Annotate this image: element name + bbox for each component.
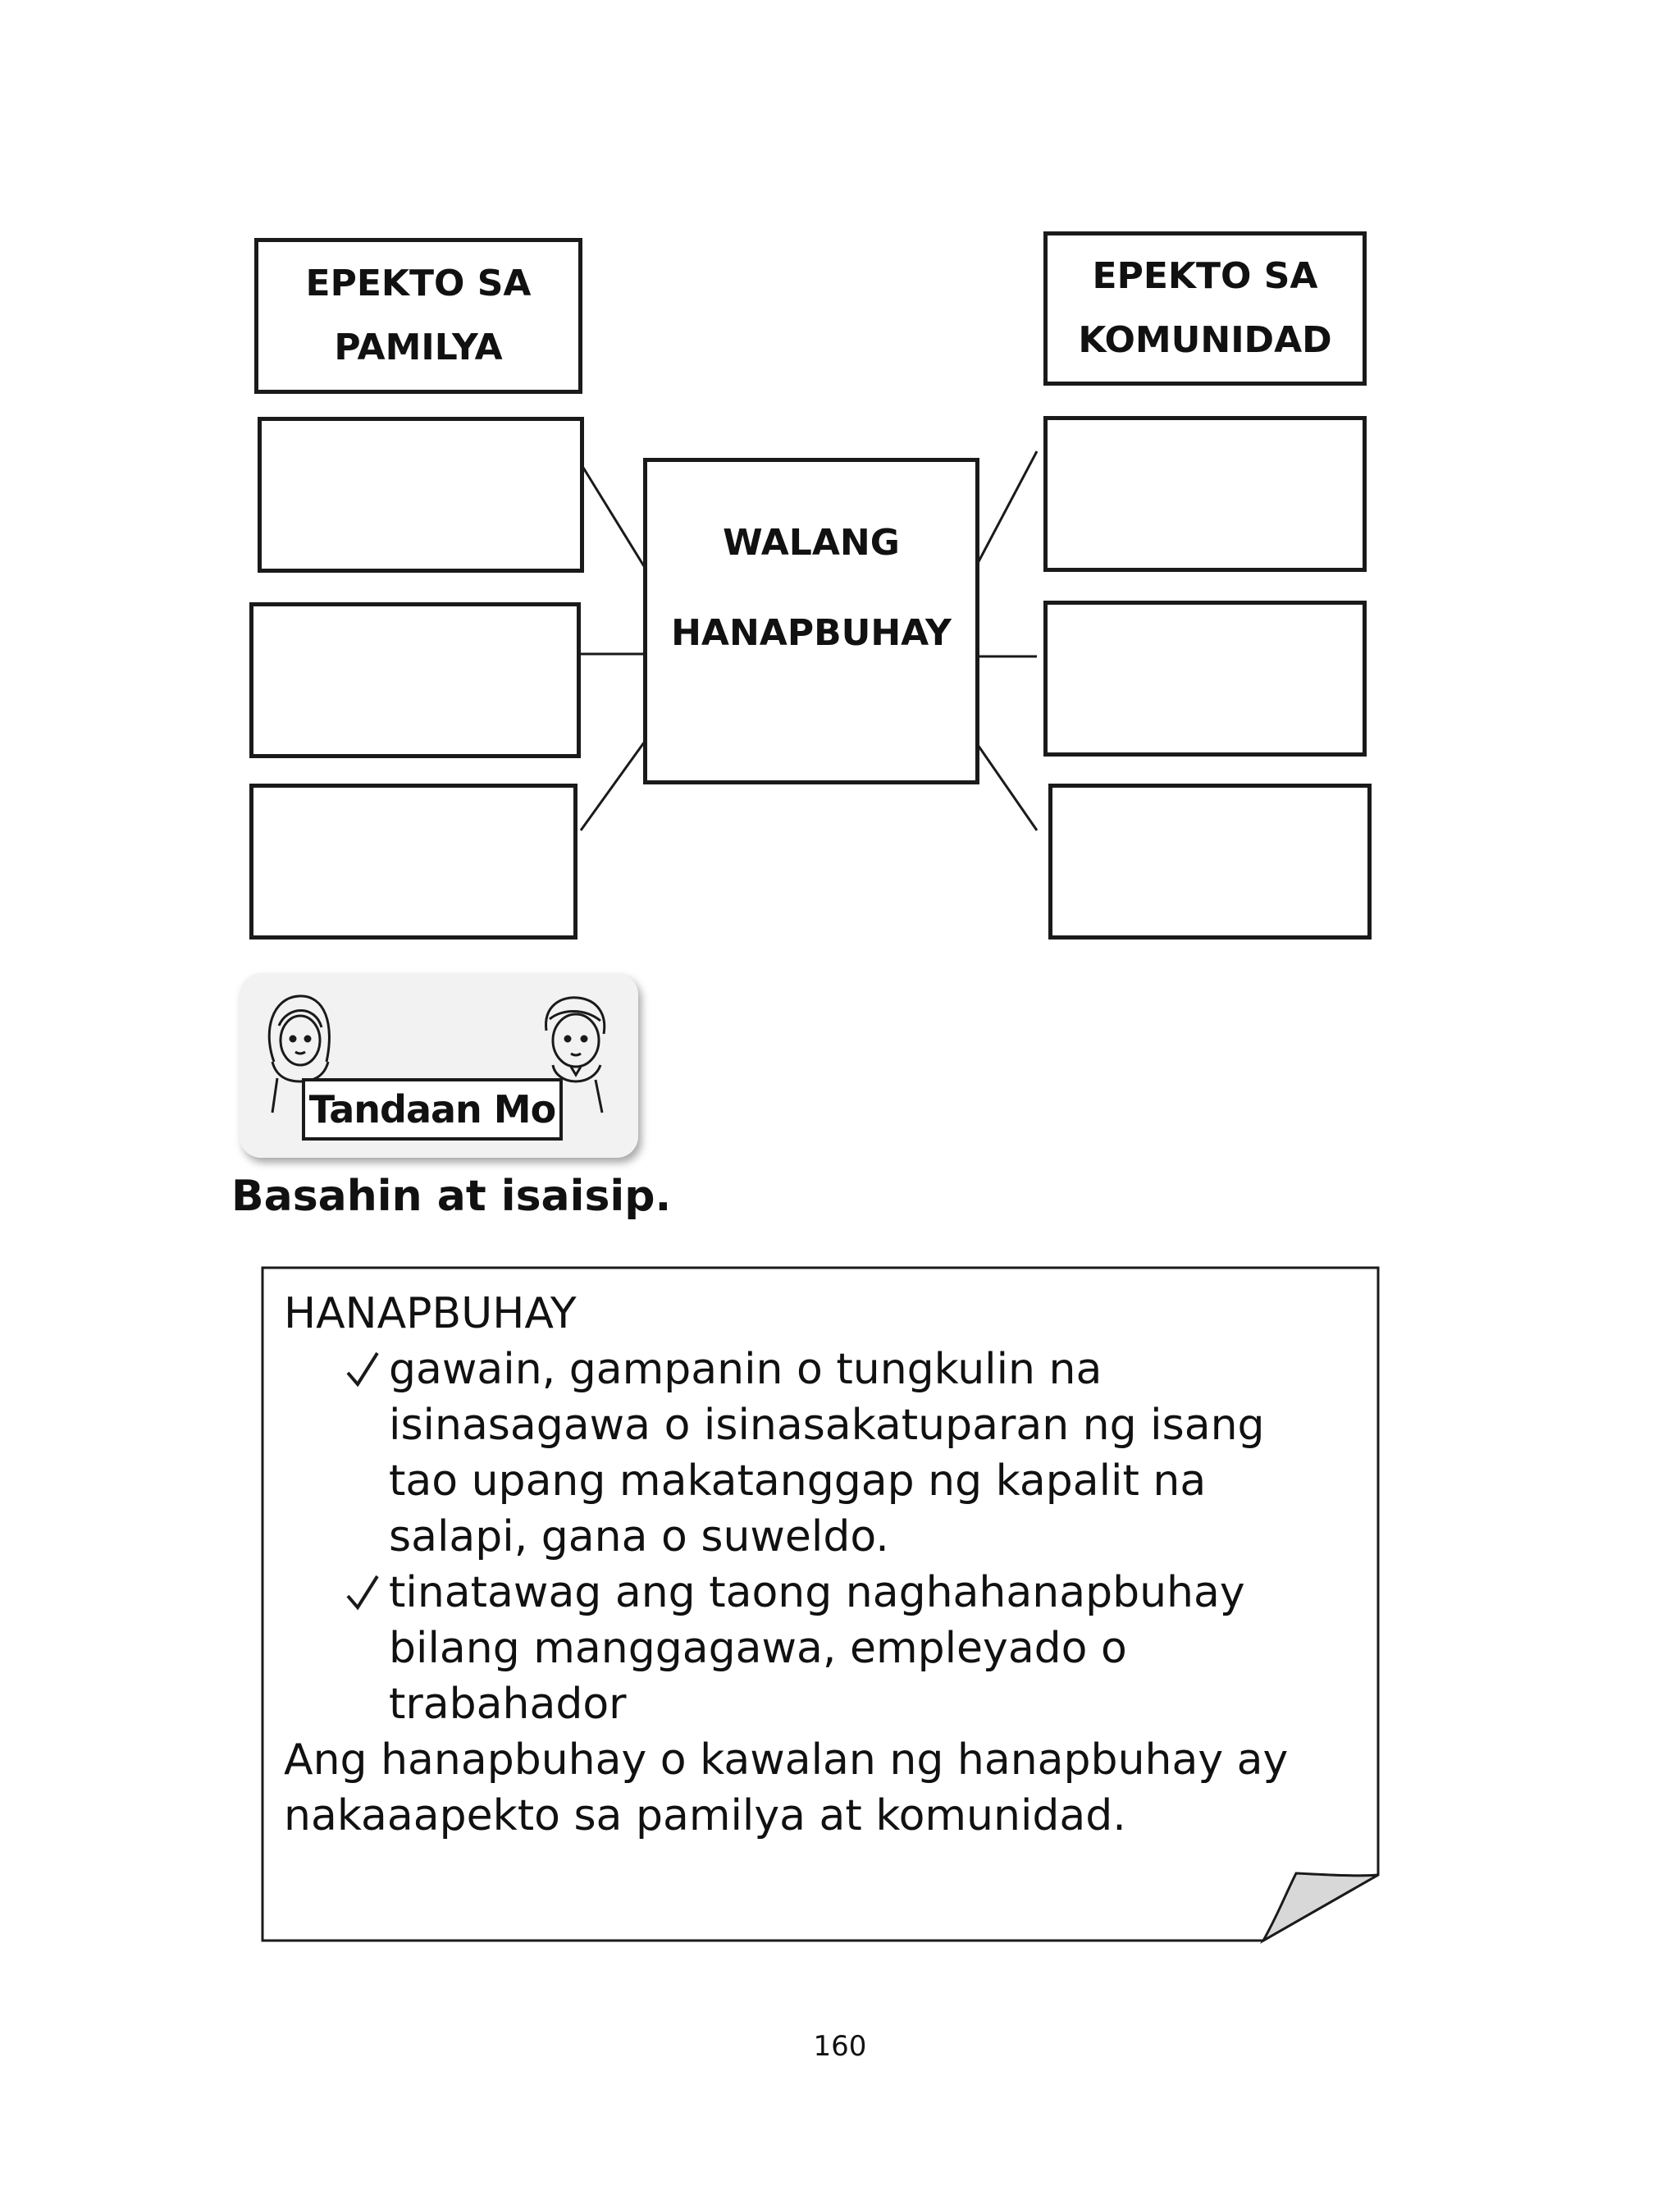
connector-left-bottom xyxy=(581,743,644,830)
left-answer-box-1[interactable] xyxy=(258,417,584,573)
note-bullet xyxy=(341,1342,1342,1565)
note-box xyxy=(261,1266,1380,1944)
right-answer-box-3[interactable] xyxy=(1048,784,1372,940)
note-closing-text: Ang hanapbuhay o kawalan ng hanapbuhay ay nakaaapekto sa pamilya at komunidad. xyxy=(284,1735,1289,1840)
tandaan-mo-badge xyxy=(240,973,638,1158)
checkmark-icon xyxy=(341,1565,382,1621)
connector-right-bottom xyxy=(976,743,1037,830)
note-bullet-text: tinatawag ang taong naghahanapbuhay bilang manggagawa, empleyado o trabahador xyxy=(389,1568,1245,1729)
left-header-line2: PAMILYA xyxy=(334,327,503,368)
left-answer-box-3[interactable] xyxy=(249,784,578,940)
badge-label: Tandaan Mo xyxy=(302,1078,563,1141)
note-bullet xyxy=(341,1565,1342,1732)
right-answer-box-2[interactable] xyxy=(1043,601,1367,757)
checkmark-icon xyxy=(341,1342,382,1397)
instruction-text: Basahin at isaisip. xyxy=(231,1172,672,1221)
center-label-line1: WALANG xyxy=(723,522,900,564)
left-answer-box-2[interactable] xyxy=(249,602,581,758)
note-bullet-list xyxy=(284,1342,1342,1732)
center-label-line2: HANAPBUHAY xyxy=(671,612,952,654)
connector-left-top xyxy=(581,464,644,566)
note-bullet-text: gawain, gampanin o tungkulin na isinasagawa o isinasakatuparan ng isang tao upang makatanggap ng kapalit na salapi, gana o suweldo. xyxy=(389,1345,1265,1561)
note-title: HANAPBUHAY xyxy=(284,1289,577,1338)
connector-right-top xyxy=(976,451,1037,566)
right-header-box xyxy=(1043,231,1367,386)
right-answer-box-1[interactable] xyxy=(1043,416,1367,572)
page-number: 160 xyxy=(813,2030,867,2063)
right-header-line1: EPEKTO SA xyxy=(1092,255,1318,297)
left-header-line1: EPEKTO SA xyxy=(305,263,532,304)
right-header-line2: KOMUNIDAD xyxy=(1078,319,1332,361)
left-header-box xyxy=(254,238,582,394)
center-box xyxy=(643,458,979,784)
